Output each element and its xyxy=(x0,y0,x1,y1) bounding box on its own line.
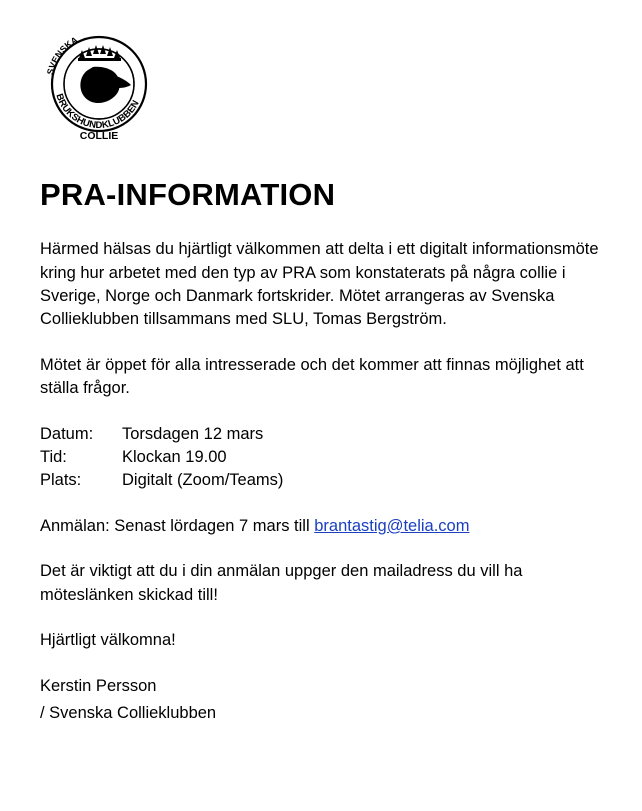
closing-paragraph: Hjärtligt välkomna! xyxy=(40,631,176,650)
detail-value-time: Klockan 19.00 xyxy=(122,448,227,467)
document-body xyxy=(40,178,610,725)
detail-row-time xyxy=(40,446,610,469)
svg-text:SVENSKA: SVENSKA xyxy=(44,34,80,76)
detail-row-date xyxy=(40,423,610,446)
detail-label-time: Tid: xyxy=(40,448,67,467)
svg-text:COLLIE: COLLIE xyxy=(79,130,119,140)
collie-club-emblem-icon xyxy=(38,22,160,140)
intro-paragraph: Härmed hälsas du hjärtligt välkommen att delta i ett digitalt informationsmöte kring hur arbetet med den typ av PRA som konstaterats på några collie i Sverige, Norge och Danmark fortskrider. Mötet arrangeras av Svenska Collieklubben tillsammans med SLU, Tomas Bergström. xyxy=(40,240,599,329)
detail-value-place: Digitalt (Zoom/Teams) xyxy=(122,471,284,490)
svg-text:BRUKSHUNDKLUBBEN: BRUKSHUNDKLUBBEN xyxy=(53,92,142,132)
registration-paragraph xyxy=(40,515,610,538)
detail-row-place xyxy=(40,469,610,492)
mail-notice-paragraph: Det är viktigt att du i din anmälan uppger den mailadress du vill ha möteslänken skickad till! xyxy=(40,562,523,604)
page-title: PRA-INFORMATION xyxy=(40,177,336,212)
event-details xyxy=(40,423,610,493)
open-meeting-paragraph: Mötet är öppet för alla intresserade och det kommer att finnas möjlighet att ställa frågor. xyxy=(40,355,584,398)
signature-org: / Svenska Collieklubben xyxy=(40,704,217,722)
detail-label-date: Datum: xyxy=(40,424,94,443)
detail-label-place: Plats: xyxy=(40,471,82,490)
registration-email-link[interactable]: brantastig@telia.com xyxy=(314,516,470,535)
registration-text: Anmälan: Senast lördagen 7 mars till xyxy=(40,516,315,535)
detail-value-date: Torsdagen 12 mars xyxy=(122,424,264,443)
signature-name: Kerstin Persson xyxy=(40,676,157,695)
